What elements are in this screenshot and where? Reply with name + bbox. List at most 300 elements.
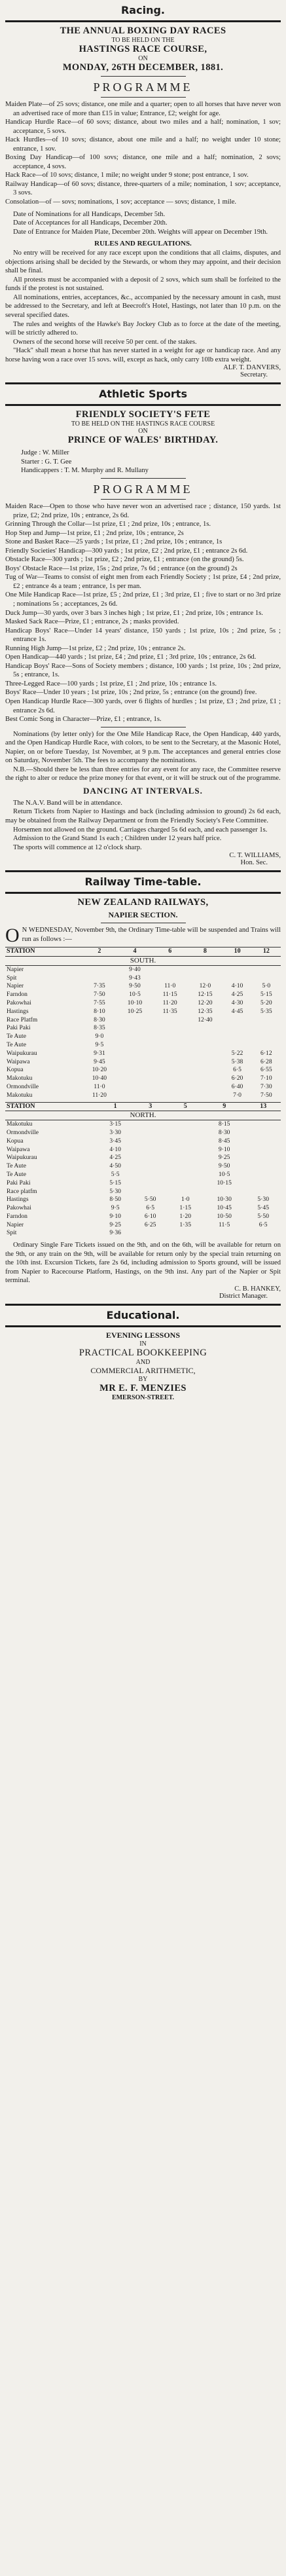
race-event: Railway Handicap—of 60 sovs; distance, three-quarters of a mile; nomination, 1 sov; acceptance, 3 sovs. (5, 180, 281, 197)
race-date-note: Date of Entrance for Maiden Plate, December 20th. Weights will appear on December 19th. (13, 228, 268, 236)
departure-time (187, 1041, 223, 1050)
departure-time: 10·10 (127, 999, 143, 1006)
station-column-header: STATION (5, 1102, 91, 1111)
departure-time (117, 1050, 152, 1058)
race-rule: "Hack" shall mean a horse that has never started in a weight for age or handicap race. And any horse having won a race over 15 sovs. will, except as hack, only carry 10lb extra weight. (5, 347, 281, 363)
departure-time: 6·12 (260, 1049, 272, 1057)
departure-time (91, 1146, 98, 1154)
racing-on: ON (138, 55, 148, 62)
railway-section (5, 875, 281, 1300)
station-name: Hastings (7, 1196, 29, 1204)
departure-time (117, 1033, 152, 1041)
athletic-info: Admission to the Grand Stand 1s each ; Children under 12 years half price. (13, 835, 222, 843)
departure-time (82, 974, 117, 983)
departure-time (187, 1092, 223, 1100)
station-name: Napier (7, 1221, 24, 1228)
departure-time (187, 1033, 223, 1041)
departure-time (91, 1162, 98, 1171)
departure-time: 1·20 (179, 1212, 192, 1220)
railway-intro: O N WEDNESDAY, November 9th, the Ordinary Time-table will be suspended and Trains will run as follows :— (5, 925, 281, 947)
athletic-info: Horsemen not allowed on the ground. Carriages charged 5s 6d each, and each passenger 1s. (13, 826, 268, 834)
educational-teacher: MR E. F. MENZIES (99, 1383, 187, 1394)
race-rule: Owners of the second horse will receive 50 per cent. of the stakes. (13, 338, 197, 346)
athletic-on: ON (138, 428, 148, 435)
departure-time: 3·30 (109, 1128, 121, 1136)
station-column-header: STATION (5, 948, 77, 957)
departure-time (91, 1179, 98, 1188)
departure-time (203, 1229, 245, 1238)
departure-time (77, 1075, 82, 1083)
departure-time: 9·31 (94, 1049, 105, 1057)
race-event: Boxing Day Handicap—of 100 sovs; distance, one mile and a half; nomination, 2 sovs; acceptance, 4 sovs. (5, 154, 281, 170)
athletic-event: Maiden Race—Open to those who have never won an advertised race ; distance, 150 yards. 1st prize, £2; 2nd prize, 10s ; entrance, 2s 6d. (5, 502, 281, 519)
departure-time (152, 1050, 187, 1058)
departure-time: 5·38 (231, 1058, 243, 1065)
departure-time (133, 1137, 168, 1146)
departure-time (133, 1229, 168, 1238)
departure-time: 6·28 (260, 1058, 272, 1065)
race-rule: No entry will be received for any race except upon the conditions that all claims, disputes, and objections arising shall be decided by the Stewards, or whom they may appoint, and their decision shall be final. (5, 249, 281, 275)
educational-subject-1: PRACTICAL BOOKKEEPING (79, 1348, 207, 1359)
departure-time: 11·0 (164, 982, 176, 990)
departure-time: 7·0 (233, 1091, 241, 1099)
station-name: Pakowhai (7, 1204, 31, 1212)
departure-time: 6·40 (231, 1082, 243, 1090)
departure-time (117, 1016, 152, 1025)
departure-time: 12·0 (199, 982, 211, 990)
departure-time (223, 1016, 251, 1025)
railway-heading: NEW ZEALAND RAILWAYS, (77, 897, 209, 908)
departure-time (168, 1188, 203, 1196)
departure-time (91, 1120, 98, 1129)
departure-time: 7·30 (260, 1082, 272, 1090)
departure-time: 10·15 (217, 1179, 232, 1187)
departure-time: 11·20 (92, 1091, 107, 1099)
departure-time: 9·25 (218, 1154, 230, 1162)
station-name: Napier (7, 965, 24, 973)
official: Judge : W. Miller (21, 449, 69, 457)
athletic-heading: FRIENDLY SOCIETY'S FETE (75, 409, 211, 420)
timetable-row (5, 1179, 281, 1188)
educational-section (5, 1309, 281, 1401)
departure-time (77, 1024, 82, 1033)
athletic-notes-list (5, 730, 281, 783)
departure-time (91, 1229, 98, 1238)
departure-time: 4·45 (231, 1007, 243, 1015)
departure-time (168, 1129, 203, 1137)
departure-time: 11·20 (162, 999, 177, 1006)
race-event: Hack Race—of 10 sovs; distance, 1 mile; no weight under 9 stone; post entrance, 1 sov. (5, 172, 249, 179)
athletic-event: Stone and Basket Race—25 yards ; 1st prize, £1 ; 2nd prize, 10s ; entrance, 1s (5, 538, 223, 546)
athletic-event: Handicap Boys' Race—Sons of Society members ; distance, 100 yards ; 1st prize, 10s ; 2nd prize, 5s ; entrance, 1s. (5, 662, 281, 679)
departure-time: 9·45 (94, 1058, 105, 1065)
departure-time (168, 1120, 203, 1129)
departure-time (133, 1162, 168, 1171)
train-number-header: 8 (187, 948, 223, 957)
departure-time: 5·45 (257, 1204, 269, 1212)
divider (101, 478, 186, 479)
departure-time (77, 1041, 82, 1050)
station-name: Spit (7, 974, 17, 982)
departure-time (77, 991, 82, 999)
departure-time: 7·55 (94, 999, 105, 1006)
departure-time (223, 1024, 251, 1033)
departure-time: 4·25 (231, 991, 243, 999)
train-number-header: 12 (252, 948, 281, 957)
timetable-row (5, 1188, 281, 1196)
departure-time: 9·50 (218, 1162, 230, 1170)
departure-time: 4·10 (231, 982, 243, 990)
departure-time: 11·5 (219, 1221, 230, 1228)
station-name: Waipawa (7, 1145, 30, 1153)
departure-time: 9·5 (111, 1204, 120, 1212)
station-name: Paki Paki (7, 1024, 31, 1032)
train-number-header: 3 (133, 1102, 168, 1111)
departure-time: 8·35 (94, 1024, 105, 1032)
timetable-row (5, 991, 281, 999)
timetable-row (5, 1024, 281, 1033)
departure-time: 6·10 (144, 1212, 156, 1220)
divider (101, 97, 186, 98)
timetable-north (5, 1102, 281, 1238)
departure-time (91, 1154, 98, 1162)
departure-time (91, 1213, 98, 1221)
athletic-info: The sports will commence at 12 o'clock sharp. (13, 843, 142, 851)
racing-rules-heading: RULES AND REGULATIONS. (94, 240, 192, 248)
departure-time: 8·30 (218, 1128, 230, 1136)
timetable-row (5, 1171, 281, 1179)
departure-time (117, 1083, 152, 1092)
departure-time (77, 1016, 82, 1025)
departure-time (168, 1162, 203, 1171)
timetable-row (5, 1066, 281, 1075)
departure-time (152, 1066, 187, 1075)
departure-time (252, 1041, 281, 1050)
train-number-header: 10 (223, 948, 251, 957)
athletic-note: Nominations (by letter only) for the One Mile Handicap Race, the Open Handicap, 440 yards, and the Open Handicap Hurdle Race, with colors, to be sent to the Secretary, at the Masonic Hotel, Napier, on or before Tuesday, 1st November, at 9 p.m. The acceptances and general entries close on Saturday, November 5th. The fees to accompany the nominations. (5, 730, 281, 765)
train-number-header: 1 (98, 1102, 133, 1111)
station-name: Hastings (7, 1007, 29, 1015)
racing-course: HASTINGS RACE COURSE, (79, 44, 207, 54)
departure-time: 12·40 (198, 1016, 213, 1023)
athletic-event: Grinning Through the Collar—1st prize, £1 ; 2nd prize, 10s ; entrance, 1s. (5, 521, 211, 528)
departure-time: 6·5 (259, 1221, 268, 1228)
race-event: Maiden Plate—of 25 sovs; distance, one mile and a quarter; open to all horses that have never won an advertised race of more than £15 in value; Entrance, £2; weight for age. (5, 101, 281, 117)
direction-label-north: NORTH. (5, 1111, 281, 1120)
departure-time: 5·35 (260, 1007, 272, 1015)
departure-time (245, 1162, 281, 1171)
departure-time: 7·10 (260, 1075, 272, 1082)
departure-time: 8·50 (109, 1196, 121, 1204)
departure-time: 8·10 (94, 1007, 105, 1015)
racing-dates-list (5, 210, 281, 237)
timetable-row (5, 1008, 281, 1016)
station-name: Paki Paki (7, 1179, 31, 1187)
departure-time (152, 1041, 187, 1050)
departure-time (77, 1050, 82, 1058)
departure-time (91, 1137, 98, 1146)
departure-time (168, 1179, 203, 1188)
station-name: Makotuku (7, 1120, 33, 1128)
timetable-row (5, 1075, 281, 1083)
departure-time: 11·15 (162, 991, 177, 999)
station-name: Ormondville (7, 1128, 39, 1136)
departure-time (187, 965, 223, 974)
departure-time (245, 1120, 281, 1129)
departure-time: 5·20 (260, 999, 272, 1006)
timetable-row (5, 1196, 281, 1204)
station-name: Te Aute (7, 1170, 26, 1178)
departure-time: 9·40 (129, 965, 141, 973)
athletic-signatory-title: Hon. Sec. (240, 859, 268, 867)
departure-time: 6·5 (146, 1204, 155, 1212)
athletic-event: Boys' Obstacle Race—1st prize, 15s ; 2nd prize, 7s 6d ; entrance (on the ground) 2s (5, 564, 238, 572)
departure-time (187, 1050, 223, 1058)
athletic-dancing: DANCING AT INTERVALS. (83, 785, 203, 796)
racing-heading: THE ANNUAL BOXING DAY RACES (60, 26, 226, 36)
departure-time: 4·50 (109, 1162, 121, 1170)
departure-time (133, 1120, 168, 1129)
race-rule: All nominations, entries, acceptances, &c., accompanied by the necessary amount in cash, must be addressed to the Secretary, and left at Beecroft's Hotel, Hastings, not later than 10 p.m. on the several specified dates. (5, 293, 281, 320)
departure-time: 4·30 (231, 999, 243, 1006)
departure-time (82, 965, 117, 974)
timetable-row (5, 1221, 281, 1230)
departure-time (91, 1188, 98, 1196)
departure-time: 11·0 (94, 1082, 105, 1090)
athletic-event: Three-Legged Race—100 yards ; 1st prize, £1 ; 2nd prize, 10s ; entrance 1s. (5, 680, 217, 688)
departure-time (223, 1033, 251, 1041)
station-name: Kopua (7, 1066, 24, 1074)
athletic-info: Return Tickets from Napier to Hastings and back (including admission to ground) 2s 6d each, may be obtained from the Railway Department or from the Friendly Society's Fete Committee. (5, 808, 281, 824)
athletic-event: Open Handicap—440 yards ; 1st prize, £4 ; 2nd prize, £1 ; 3rd prize, 10s ; entrance, 2s 6d. (5, 653, 257, 661)
divider (5, 382, 281, 384)
divider (101, 499, 186, 500)
departure-time (77, 982, 82, 991)
departure-time (91, 1204, 98, 1213)
train-number-header: 5 (168, 1102, 203, 1111)
departure-time: 10·25 (127, 1007, 143, 1015)
departure-time: 9·50 (129, 982, 141, 990)
departure-time: 9·10 (109, 1212, 121, 1220)
divider (101, 76, 186, 77)
departure-time (117, 1075, 152, 1083)
departure-time (133, 1179, 168, 1188)
educational-address: EMERSON-STREET. (111, 1394, 175, 1402)
departure-time (91, 1221, 98, 1230)
departure-time: 8·45 (218, 1137, 230, 1145)
athletic-occasion: PRINCE OF WALES' BIRTHDAY. (67, 435, 219, 446)
departure-time: 1·35 (179, 1221, 192, 1228)
departure-time (245, 1229, 281, 1238)
station-name: Spit (7, 1229, 17, 1237)
athletic-event: Friendly Societies' Handicap—300 yards ; 1st prize, £2 ; 2nd prize, £1 ; entrance 2s 6d. (5, 547, 248, 555)
departure-time: 1·15 (179, 1204, 192, 1212)
departure-time (133, 1154, 168, 1162)
departure-time (168, 1229, 203, 1238)
departure-time: 8·30 (94, 1016, 105, 1023)
train-number-header: 6 (152, 948, 187, 957)
athletic-event: Best Comic Song in Character—Prize, £1 ; entrance, 1s. (5, 716, 162, 724)
educational-subject-2: AND (135, 1359, 151, 1367)
departure-time (152, 1075, 187, 1083)
timetable-row (5, 999, 281, 1008)
station-name: Waipawa (7, 1058, 30, 1065)
departure-time (77, 1092, 82, 1100)
departure-time: 8·15 (218, 1120, 230, 1128)
departure-time (187, 974, 223, 983)
departure-time (245, 1129, 281, 1137)
departure-time (117, 1058, 152, 1067)
departure-time: 10·5 (129, 991, 141, 999)
racing-held-on: TO BE HELD ON THE (111, 37, 175, 44)
departure-time (223, 1041, 251, 1050)
racing-events-list (5, 100, 281, 207)
timetable-row (5, 1050, 281, 1058)
station-name: Ormondville (7, 1082, 39, 1090)
departure-time: 7·50 (260, 1091, 272, 1099)
departure-time (152, 1092, 187, 1100)
athletic-event: Open Handicap Hurdle Race—300 yards, over 6 flights of hurdles ; 1st prize, £3 ; 2nd prize, £1 ; entrance 2s 6d. (5, 697, 281, 714)
direction-label-south: SOUTH. (5, 956, 281, 965)
athletic-signatory: C. T. WILLIAMS, (229, 852, 281, 860)
race-date-note: Date of Acceptances for all Handicaps, December 20th. (13, 219, 168, 227)
station-name: Race platfm (7, 1187, 37, 1195)
departure-time (187, 1058, 223, 1067)
timetable-row (5, 982, 281, 991)
departure-time (168, 1154, 203, 1162)
railway-signatory-title: District Manager. (219, 1293, 268, 1300)
station-name: Kopua (7, 1137, 24, 1145)
educational-by: BY (138, 1376, 148, 1384)
departure-time: 3·45 (109, 1137, 121, 1145)
timetable-row (5, 965, 281, 974)
station-name: Makotuku (7, 1075, 33, 1082)
race-event: Hack Hurdles—of 10 sovs; distance, about one mile and a half; no weight under 10 stone; entrance, 1 sov. (5, 136, 281, 153)
educational-heading: EVENING LESSONS (105, 1331, 181, 1340)
departure-time (252, 1024, 281, 1033)
official: Starter : G. T. Gee (21, 458, 72, 466)
station-name: Waipukurau (7, 1049, 37, 1057)
departure-time (91, 1171, 98, 1179)
station-name: Te Aute (7, 1040, 26, 1048)
athletic-event: Hop Step and Jump—1st prize, £1 ; 2nd prize, 10s ; entrance, 2s (5, 529, 184, 537)
departure-time (133, 1188, 168, 1196)
departure-time (152, 1033, 187, 1041)
departure-time (77, 1008, 82, 1016)
timetable-row (5, 974, 281, 983)
railway-notice: Ordinary Single Fare Tickets issued on the 9th, and on the 6th, will be available for return on the 9th, or any train on the 9th, will be available for return only by the special train returning on the 10th inst. Excursion Tickets, fare 2s 6d, including admission to Sports ground, will be issued from Napier to Racecourse Platform, Hastings, on the 9th inst. Any part of the Napier or Spit terminal. (5, 1242, 281, 1285)
timetable-row (5, 1229, 281, 1238)
departure-time (117, 1024, 152, 1033)
departure-time: 6·20 (231, 1075, 243, 1082)
official: Handicappers : T. M. Murphy and R. Mullany (21, 467, 149, 475)
departure-time (117, 1092, 152, 1100)
race-date-note: Date of Nominations for all Handicaps, December 5th. (13, 210, 166, 218)
educational-subject-3: COMMERCIAL ARITHMETIC, (90, 1366, 196, 1376)
timetable-row (5, 1146, 281, 1154)
timetable-south (5, 947, 281, 1099)
departure-time: 10·40 (92, 1075, 107, 1082)
athletic-event: One Mile Handicap Race—1st prize, £5 ; 2nd prize, £1 ; 3rd prize, £1 ; five to start or no 3rd prize ; nominations 5s ; acceptances, 2s 6d. (5, 591, 281, 608)
departure-time (187, 1083, 223, 1092)
departure-time (117, 1041, 152, 1050)
racing-rules-list (5, 249, 281, 364)
athletic-note: N.B.—Should there be less than three entries for any event for any race, the Committee reserve the right to alter or reduce the prize money for that event, or it will be struck out of the programme. (5, 765, 281, 782)
athletic-event: Masked Sack Race—Prize, £1 ; entrance, 2s ; masks provided. (5, 618, 179, 626)
race-rule: All protests must be accompanied with a deposit of 2 sovs, which sum shall be forfeited to the funds if the protest is not sustained. (5, 276, 281, 293)
departure-time (133, 1129, 168, 1137)
train-number-header: 4 (117, 948, 152, 957)
departure-time (77, 1083, 82, 1092)
athletic-event: Running High Jump—1st prize, £2 ; 2nd prize, 10s ; entrance 2s. (5, 644, 186, 652)
departure-time: 1·0 (181, 1196, 190, 1204)
departure-time: 12·20 (198, 999, 213, 1006)
departure-time (91, 1129, 98, 1137)
departure-time: 6·55 (260, 1066, 272, 1074)
athletic-events-list (5, 502, 281, 724)
departure-time: 3·15 (109, 1120, 121, 1128)
timetable-row (5, 1033, 281, 1041)
departure-time: 5·15 (109, 1179, 121, 1187)
departure-time: 9·36 (109, 1229, 121, 1237)
departure-time (252, 1033, 281, 1041)
departure-time: 10·20 (92, 1066, 107, 1074)
departure-time (152, 965, 187, 974)
railway-signatory: C. B. HANKEY, (234, 1285, 281, 1293)
section-title-athletic: Athletic Sports (99, 388, 187, 401)
departure-time (117, 1066, 152, 1075)
departure-time: 5·50 (257, 1212, 269, 1220)
athletic-event: Duck Jump—30 yards, over 3 bars 3 inches high ; 1st prize, £1 ; 2nd prize, 10s ; entrance 1s. (5, 609, 263, 617)
departure-time: 4·10 (109, 1145, 121, 1153)
timetable-row (5, 1137, 281, 1146)
athletic-event: Tug of War—Teams to consist of eight men from each Friendly Society ; 1st prize, £4 ; 2nd prize, £2 ; entrance 4s a team ; entrance, 1s per man. (5, 574, 281, 590)
departure-time (245, 1188, 281, 1196)
departure-time (203, 1188, 245, 1196)
timetable-row (5, 1041, 281, 1050)
departure-time: 5·22 (231, 1049, 243, 1057)
train-number-header: 9 (203, 1102, 245, 1111)
departure-time: 7·50 (94, 991, 105, 999)
timetable-row (5, 1213, 281, 1221)
departure-time (152, 1024, 187, 1033)
race-rule: The rules and weights of the Hawke's Bay Jockey Club as to force at the date of the meeting, will be strictly adhered to. (5, 320, 281, 337)
departure-time (187, 1075, 223, 1083)
departure-time: 6·25 (144, 1221, 156, 1228)
racing-programme-heading: PROGRAMME (93, 81, 193, 94)
departure-time: 9·10 (218, 1145, 230, 1153)
train-number-header: 13 (245, 1102, 281, 1111)
departure-time (77, 999, 82, 1008)
station-name: Farndon (7, 1212, 27, 1220)
departure-time (223, 965, 251, 974)
station-name: Te Aute (7, 1162, 26, 1170)
racing-section (5, 4, 281, 378)
athletic-held-at: TO BE HELD ON THE HASTINGS RACE COURSE (71, 420, 215, 428)
departure-time: 11·35 (162, 1007, 177, 1015)
station-name: Race Platfm (7, 1016, 38, 1023)
departure-time: 5·50 (144, 1196, 156, 1204)
section-title-educational: Educational. (106, 1309, 180, 1322)
departure-time: 5·15 (260, 991, 272, 999)
departure-time (223, 974, 251, 983)
racing-date: MONDAY, 26TH DECEMBER, 1881. (62, 62, 224, 73)
timetable-row (5, 1162, 281, 1171)
departure-time: 10·5 (218, 1170, 230, 1178)
athletic-event: Handicap Boys' Race—Under 14 years' distance, 150 yards ; 1st prize, 10s ; 2nd prize, 5s ; entrance 1s. (5, 627, 281, 644)
departure-time: 10·50 (217, 1212, 232, 1220)
departure-time: 12·35 (198, 1007, 213, 1015)
